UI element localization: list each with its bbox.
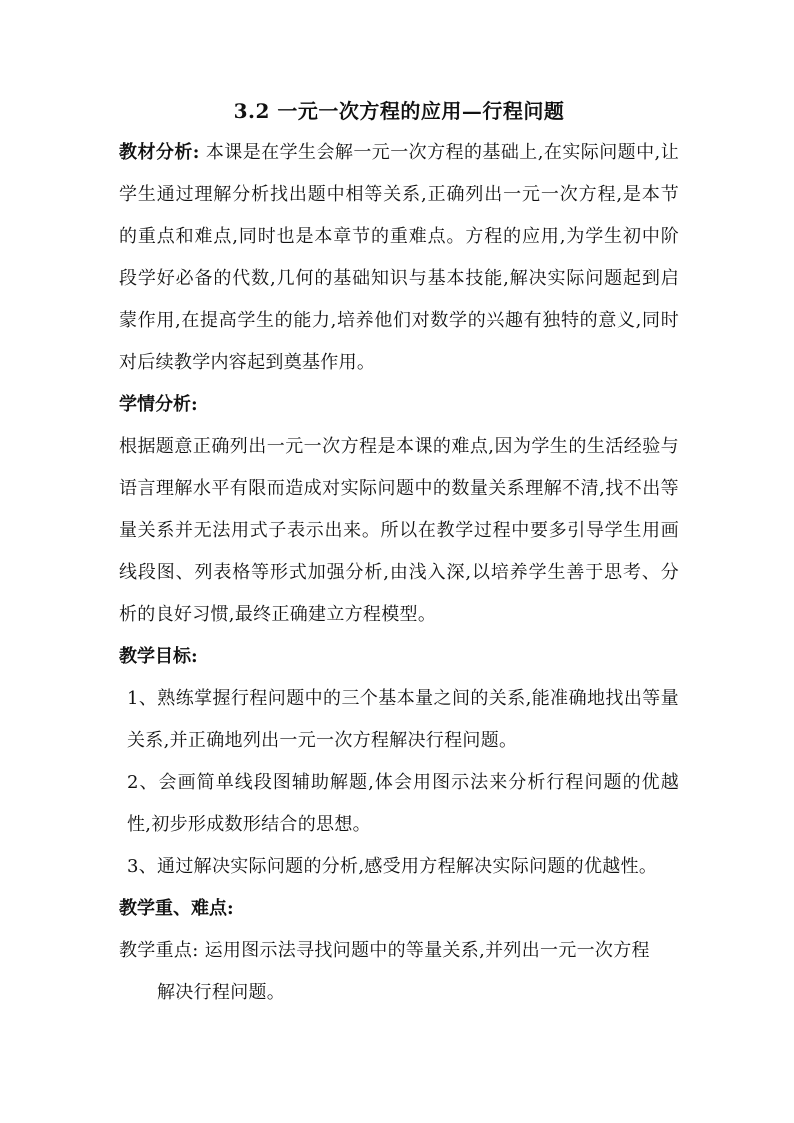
teaching-focus-label: 教学重点: — [119, 940, 199, 961]
learner-analysis-text: 根据题意正确列出一元一次方程是本课的难点,因为学生的生活经验与语言理解水平有限而造成对实际问题中的数量关系理解不清,找不出等量关系并无法用式子表示出来。所以在教学过程中要多引导学生用画线段图、列表格等形式加强分析,由浅入深,以培养学生善于思考、分析的良好习惯,最终正确建立方程模型。 — [119, 436, 679, 625]
objective-item-1: 1、熟练掌握行程问题中的三个基本量之间的关系,能准确地找出等量关系,并正确地列出一元一次方程解决行程问题。 — [127, 688, 679, 751]
keypoints-heading: 教学重、难点: — [119, 898, 234, 919]
learner-analysis-heading: 学情分析: — [119, 394, 198, 415]
document-body — [119, 96, 679, 1014]
teaching-focus-paragraph — [119, 930, 679, 1014]
teaching-focus-text-line1: 运用图示法寻找问题中的等量关系,并列出一元一次方程 — [198, 940, 650, 961]
teaching-focus-text-line2: 解决行程问题。 — [157, 982, 286, 1003]
textbook-analysis-text: 本课是在学生会解一元一次方程的基础上,在实际问题中,让学生通过理解分析找出题中相等关系,正确列出一元一次方程,是本节的重点和难点,同时也是本章节的重难点。方程的应用,为学生初中阶段学好必备的代数,几何的基础知识与基本技能,解决实际问题起到启蒙作用,在提高学生的能力,培养他们对数学的兴趣有独特的意义,同时对后续教学内容起到奠基作用。 — [119, 142, 679, 373]
objective-item-2: 2、会画简单线段图辅助解题,体会用图示法来分析行程问题的优越性,初步形成数形结合的思想。 — [127, 772, 679, 835]
objective-item-3: 3、通过解决实际问题的分析,感受用方程解决实际问题的优越性。 — [127, 856, 658, 877]
textbook-analysis-paragraph — [119, 132, 679, 384]
document-title: 3.2 一元一次方程的应用—行程问题 — [233, 99, 565, 123]
objectives-heading: 教学目标: — [119, 646, 198, 667]
textbook-analysis-label: 教材分析: — [119, 142, 200, 163]
